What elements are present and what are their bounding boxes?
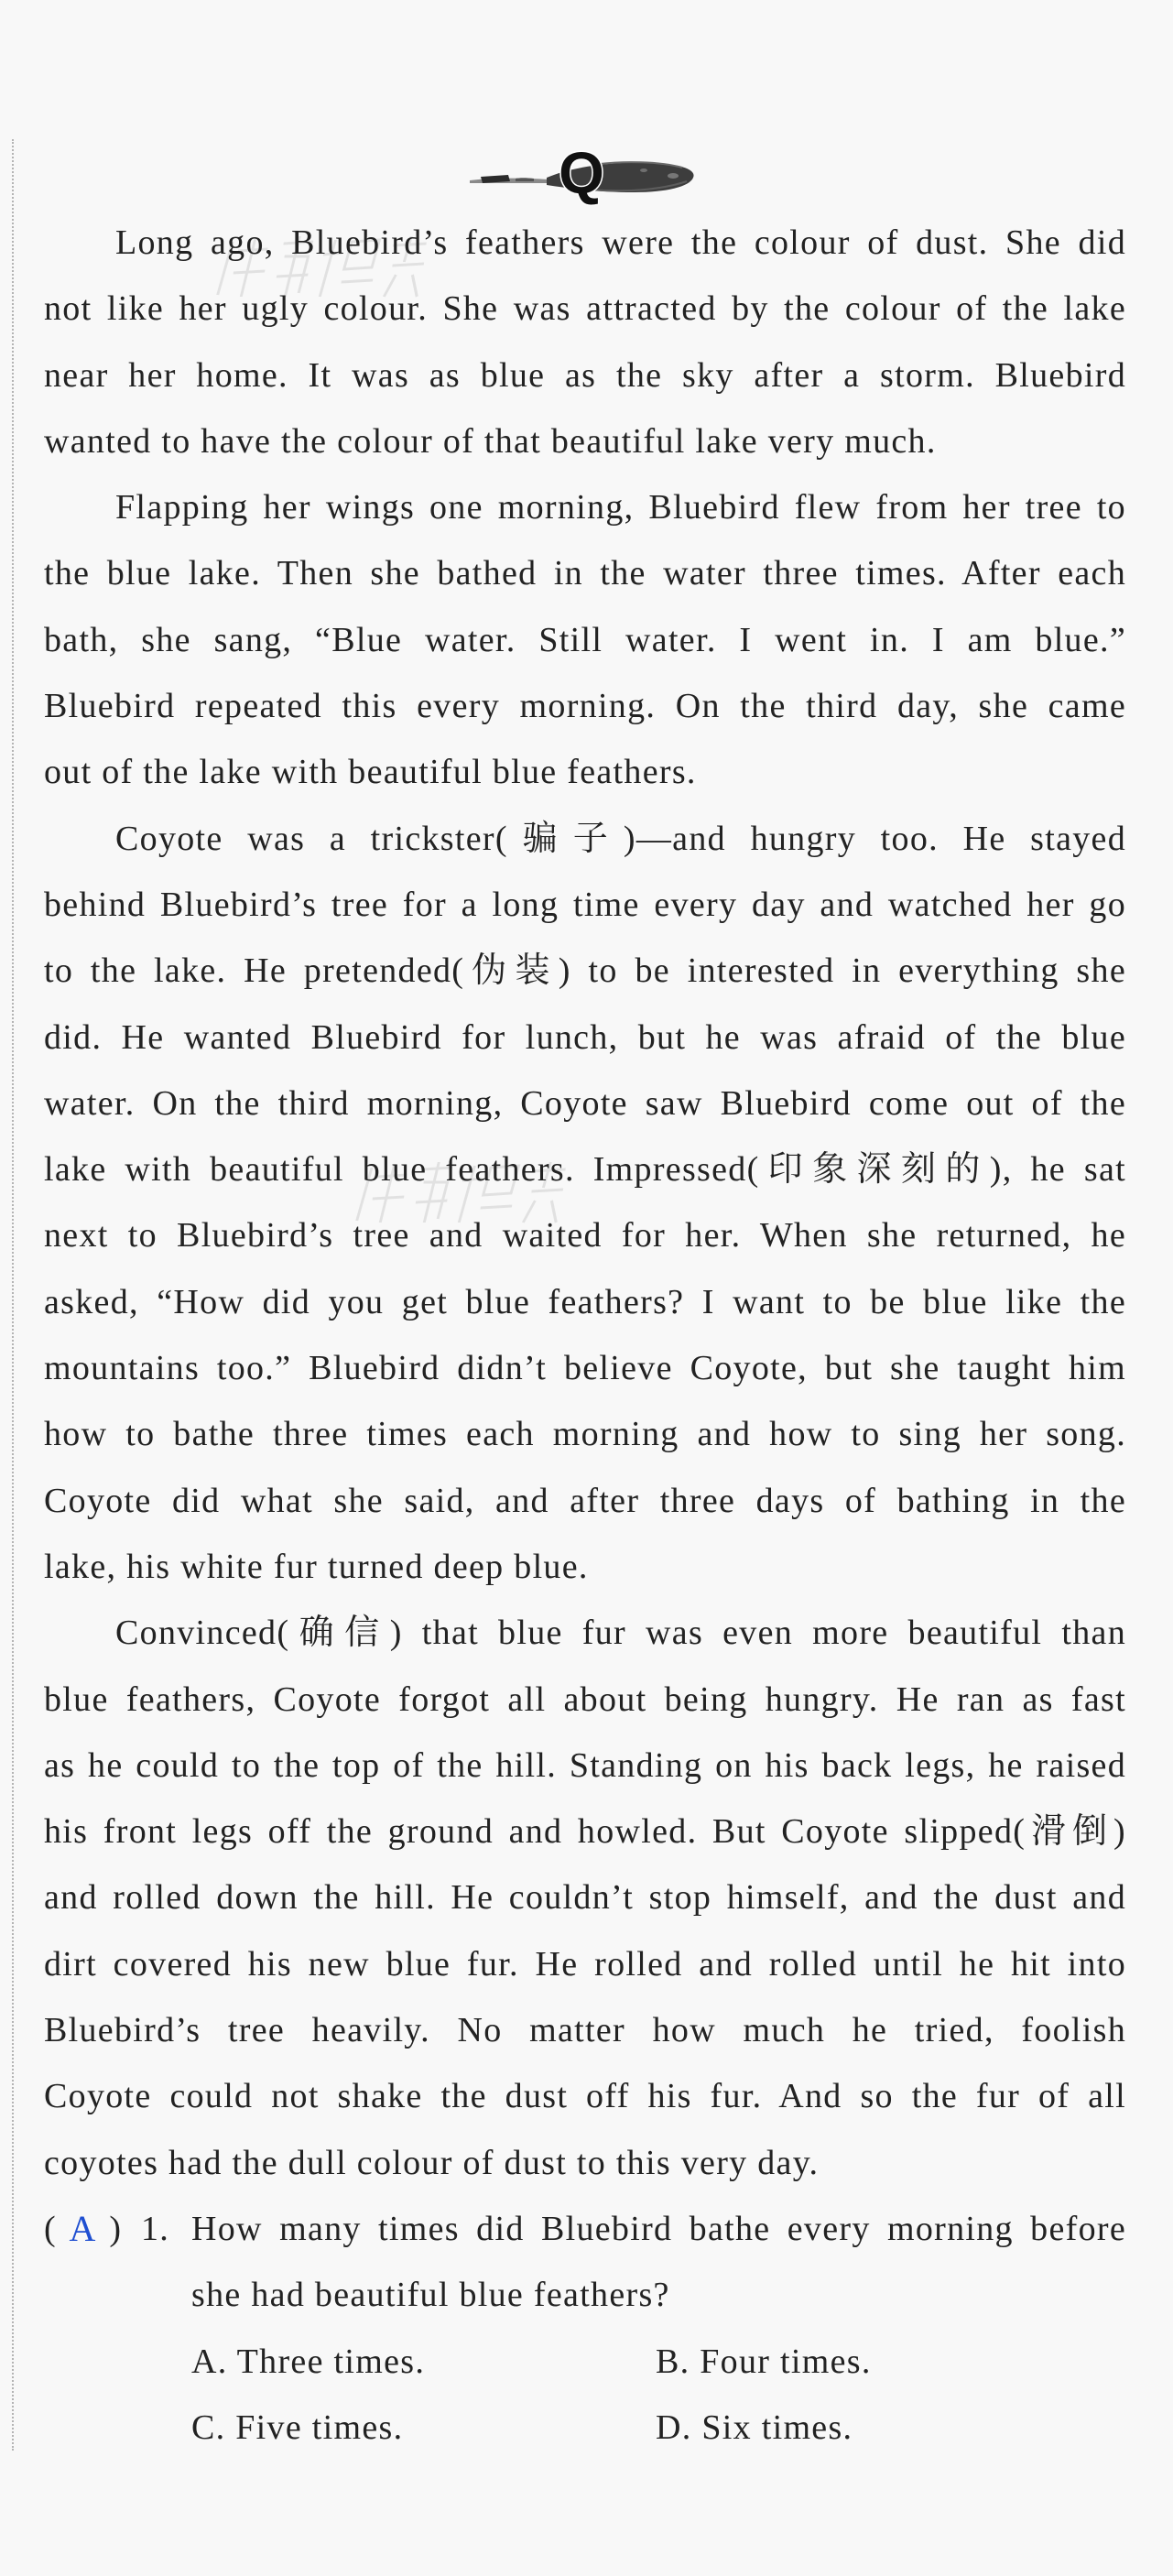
question-options-row: [44, 2395, 1126, 2461]
text-line: near her home. It was as blue as the sky after a storm. Bluebird: [44, 355, 1126, 395]
question-options-row: [44, 2329, 1126, 2395]
paragraph: [44, 806, 1126, 1601]
text-line: asked, “How did you get blue feathers? I want to be blue like the: [44, 1282, 1126, 1321]
section-q-logo: [462, 137, 710, 211]
text-line: as he could to the top of the hill. Standing on his back legs, he raised: [44, 1745, 1126, 1785]
answer-letter: A: [69, 2207, 96, 2249]
text-line: wanted to have the colour of that beautiful lake very much.: [44, 421, 937, 461]
text-line: Flapping her wings one morning, Bluebird flew from her tree to: [115, 488, 1126, 527]
text-line: Bluebird repeated this every morning. On the third day, she came: [44, 687, 1126, 726]
reading-passage: [44, 210, 1126, 2461]
text-line: Coyote was a trickster(骗子)—and hungry too. He stayed: [115, 819, 1126, 858]
answer-close-paren: ): [109, 2209, 121, 2248]
text-line: Long ago, Bluebird’s feathers were the colour of dust. She did: [115, 223, 1126, 262]
text-line: did. He wanted Bluebird for lunch, but he was afraid of the blue: [44, 1017, 1126, 1057]
text-line: water. On the third morning, Coyote saw Bluebird come out of the: [44, 1083, 1126, 1123]
option-c[interactable]: C. Five times.: [191, 2408, 404, 2447]
text-line: to the lake. He pretended(伪装) to be interested in everything she: [44, 951, 1126, 991]
question-number: 1.: [141, 2209, 170, 2248]
text-line: next to Bluebird’s tree and waited for her. When she returned, he: [44, 1216, 1126, 1255]
text-line: bath, she sang, “Blue water. Still water. I went in. I am blue.”: [44, 620, 1126, 659]
answer-bracket: [44, 2196, 121, 2262]
text-line: blue feathers, Coyote forgot all about being hungry. He ran as fast: [44, 1679, 1126, 1719]
option-b[interactable]: B. Four times.: [656, 2342, 872, 2381]
text-line: Bluebird’s tree heavily. No matter how much he tried, foolish: [44, 2011, 1126, 2050]
text-line: and rolled down the hill. He couldn’t stop himself, and the dust and: [44, 1878, 1126, 1918]
paragraph: [44, 1600, 1126, 2196]
text-line: behind Bluebird’s tree for a long time every day and watched her go: [44, 885, 1126, 924]
text-line: Convinced(确信) that blue fur was even more beautiful than: [115, 1614, 1126, 1653]
text-line: the blue lake. Then she bathed in the water three times. After each: [44, 554, 1126, 593]
question-1: [44, 2196, 1126, 2461]
text-line: Coyote did what she said, and after three days of bathing in the: [44, 1481, 1126, 1520]
text-line: Coyote could not shake the dust off his fur. And so the fur of all: [44, 2077, 1126, 2116]
text-line: out of the lake with beautiful blue feathers.: [44, 753, 697, 792]
option-a[interactable]: A. Three times.: [191, 2342, 426, 2381]
question-stem-row: [44, 2196, 1126, 2262]
text-line: lake with beautiful blue feathers. Impressed(印象深刻的), he sat: [44, 1150, 1126, 1190]
text-line: lake, his white fur turned deep blue.: [44, 1547, 589, 1586]
paragraph: [44, 210, 1126, 474]
binding-margin-rule: [12, 139, 14, 2451]
text-line: coyotes had the dull colour of dust to this very day.: [44, 2143, 820, 2182]
text-line: not like her ugly colour. She was attracted by the colour of the lake: [44, 289, 1126, 329]
question-stem-row: [44, 2262, 1126, 2328]
option-d[interactable]: D. Six times.: [656, 2408, 853, 2447]
paragraph: [44, 474, 1126, 805]
answer-open-paren: (: [44, 2209, 56, 2248]
text-line: how to bathe three times each morning and how to sing her song.: [44, 1415, 1126, 1454]
text-line: dirt covered his new blue fur. He rolled and rolled until he hit into: [44, 1944, 1126, 1984]
question-stem-line: How many times did Bluebird bathe every morning before: [191, 2209, 1126, 2248]
text-line: mountains too.” Bluebird didn’t believe Coyote, but she taught him: [44, 1349, 1126, 1388]
text-line: his front legs off the ground and howled. But Coyote slipped(滑倒): [44, 1812, 1126, 1852]
question-stem-line: she had beautiful blue feathers?: [191, 2276, 670, 2315]
logo-letter: Q: [559, 140, 604, 206]
